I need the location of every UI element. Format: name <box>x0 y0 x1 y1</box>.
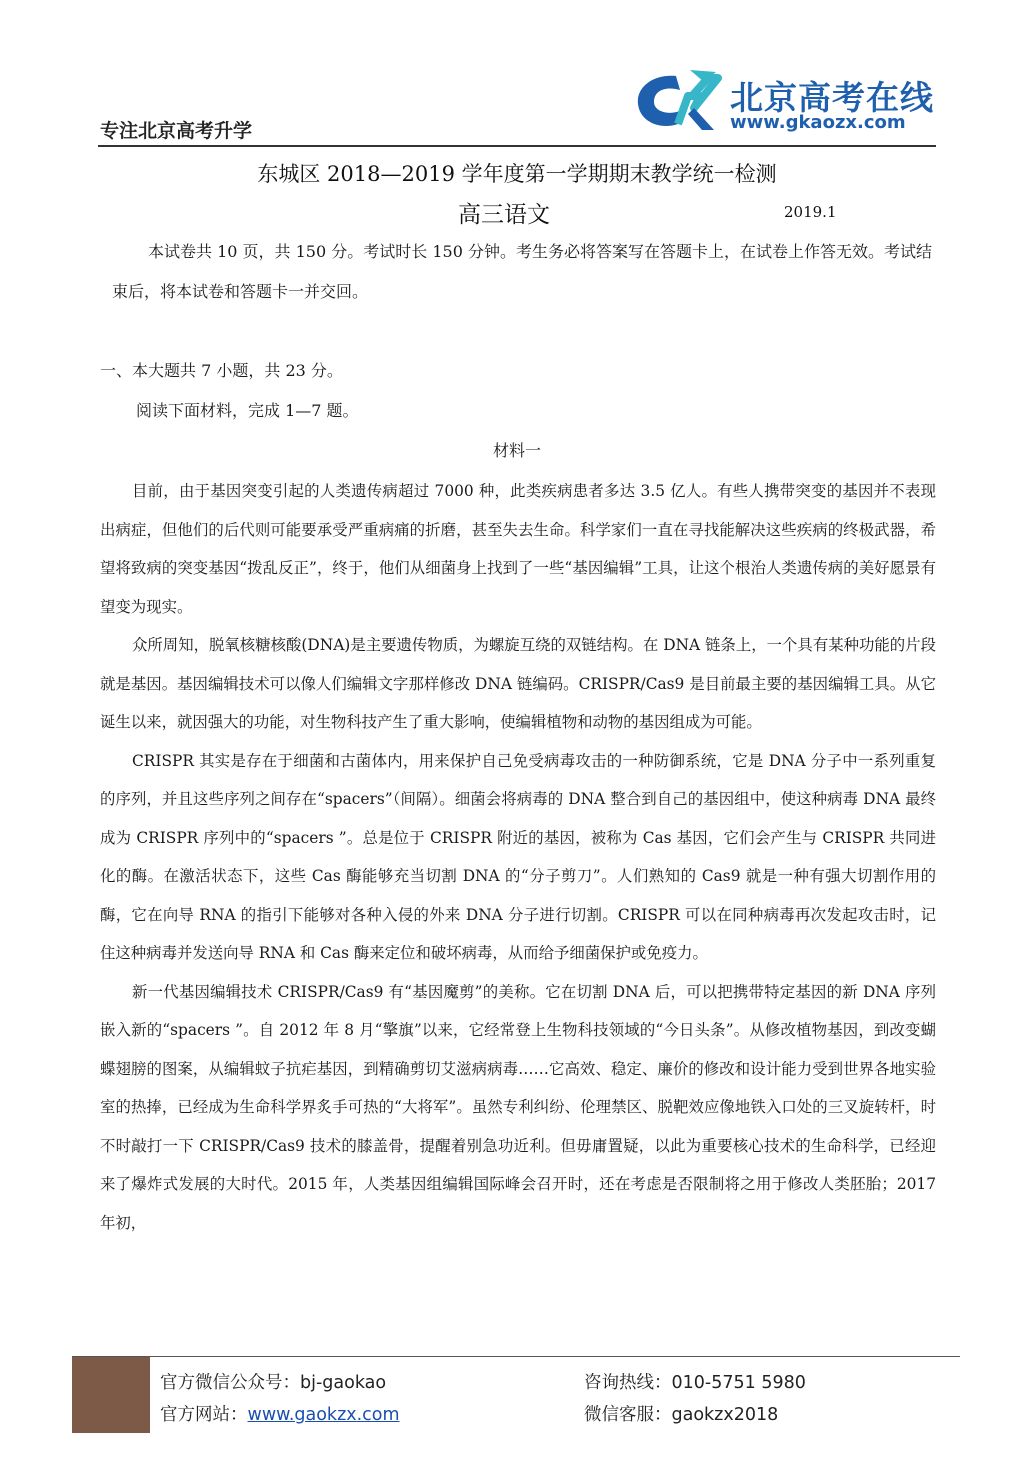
exam-date: 2019.1 <box>784 203 837 221</box>
footer-website <box>160 1401 400 1426</box>
footer-rule <box>72 1356 960 1357</box>
gk-logo-icon <box>630 68 722 134</box>
paragraph: 目前，由于基因突变引起的人类遗传病超过 7000 种，此类疾病患者多达 3.5 亿人。有些人携带突变的基因并不表现出病症，但他们的后代则可能要承受严重病痛的折磨，甚至失去生命。科学家们一直在寻找能解决这些疾病的终极武器，希望将致病的突变基因“拨乱反正”，终于，他们从细菌身上找到了一些“基因编辑”工具，让这个根治人类遗传病的美好愿景有望变为现实。 <box>100 482 936 616</box>
footer-hotline: 咨询热线：010-5751 5980 <box>584 1373 806 1393</box>
paragraph: 众所周知，脱氧核糖核酸(DNA)是主要遗传物质，为螺旋互绕的双链结构。在 DNA 链条上，一个具有某种功能的片段就是基因。基因编辑技术可以像人们编辑文字那样修改 DNA 链编码。CRISPR/Cas9 是目前最主要的基因编辑工具。从它诞生以来，就因强大的功能，对生物科技产生了重大影响，使编辑植物和动物的基因组成为可能。 <box>100 636 936 731</box>
logo-url: www.gkaozx.com <box>730 112 906 133</box>
paragraph: CRISPR 其实是存在于细菌和古菌体内，用来保护自己免受病毒攻击的一种防御系统，它是 DNA 分子中一系列重复的序列，并且这些序列之间存在“spacers”（间隔）。细菌会将病毒的 DNA 整合到自己的基因组中，使这种病毒 DNA 最终成为 CRISPR 序列中的“spacers ”。总是位于 CRISPR 附近的基因，被称为 Cas 基因，它们会产生与 CRISPR 共同进化的酶。在激活状态下，这些 Cas 酶能够充当切割 DNA 的“分子剪刀”。人们熟知的 Cas9 就是一种有强大切割作用的酶，它在向导 RNA 的指引下能够对各种入侵的外来 DNA 分子进行切割。CRISPR 可以在同种病毒再次发起攻击时，记住这种病毒并发送向导 RNA 和 Cas 酶来定位和破坏病毒，从而给予细菌保护或免疫力。 <box>100 751 936 962</box>
exam-instructions: 本试卷共 10 页，共 150 分。考试时长 150 分钟。考生务必将答案写在答题卡上，在试卷上作答无效。考试结束后，将本试卷和答题卡一并交回。 <box>112 242 932 301</box>
header-tagline: 专注北京高考升学 <box>100 120 253 142</box>
paragraph: 新一代基因编辑技术 CRISPR/Cas9 有“基因魔剪”的美称。它在切割 DNA 后，可以把携带特定基因的新 DNA 序列嵌入新的“spacers ”。自 2012 年 8 月“擎旗”以来，它经常登上生物科技领域的“今日头条”。从修改植物基因，到改变蝴蝶翅膀的图案，从编辑蚊子抗疟基因，到精确剪切艾滋病病毒……它高效、稳定、廉价的修改和设计能力受到世界各地实验室的热捧，已经成为生命科学界炙手可热的“大将军”。虽然专利纠纷、伦理禁区、脱靶效应像地铁入口处的三叉旋转杆，时不时敲打一下 CRISPR/Cas9 技术的膝盖骨，提醒着别急功近利。但毋庸置疑，以此为重要核心技术的生命科学，已经迎来了爆炸式发展的大时代。2015 年，人类基因组编辑国际峰会召开时，还在考虑是否限制将之用于修改人类胚胎；2017 年初， <box>100 982 936 1232</box>
brand-logo[interactable] <box>630 68 934 140</box>
footer-service: 微信客服：gaokzx2018 <box>584 1405 779 1425</box>
exam-title: 东城区 2018—2019 学年度第一学期期末教学统一检测 <box>257 162 777 186</box>
header-rule <box>98 145 936 147</box>
logo-name: 北京高考在线 <box>730 78 934 117</box>
passage-body <box>100 472 936 1242</box>
footer-color-block <box>72 1357 150 1433</box>
section-heading: 一、本大题共 7 小题，共 23 分。 <box>100 361 343 380</box>
material-title: 材料一 <box>492 441 541 460</box>
footer-website-label: 官方网站： <box>160 1405 248 1425</box>
subject-title: 高三语文 <box>458 202 550 228</box>
task-instruction: 阅读下面材料，完成 1—7 题。 <box>136 401 359 420</box>
footer-website-link[interactable]: www.gaokzx.com <box>247 1405 400 1425</box>
footer-wechat: 官方微信公众号：bj-gaokao <box>160 1373 387 1393</box>
